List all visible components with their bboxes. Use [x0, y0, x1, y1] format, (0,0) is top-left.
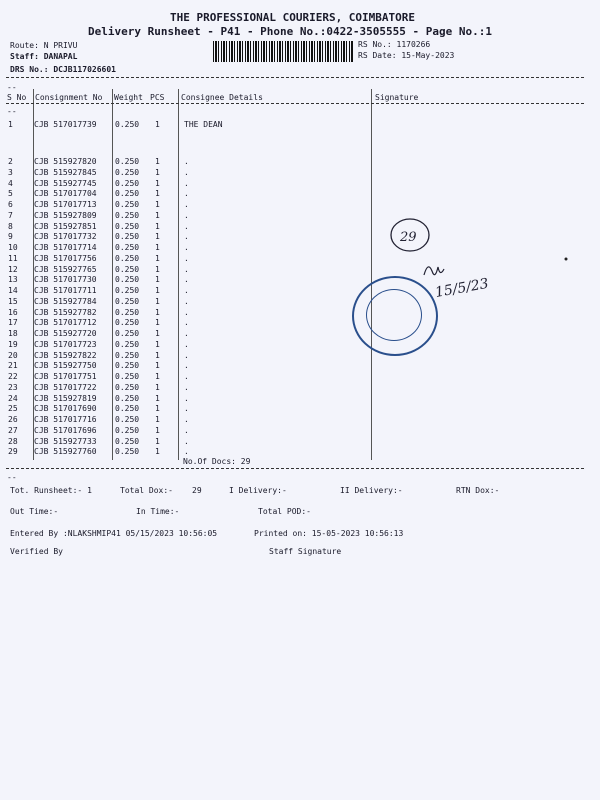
cell-sno: 24 [8, 393, 18, 403]
cell-details: . [184, 382, 189, 392]
cell-wt: 0.250 [115, 275, 140, 285]
cell-wt: 0.250 [115, 221, 140, 231]
cell-details: . [184, 339, 189, 349]
cell-cons: CJB 517017730 [34, 275, 97, 285]
cell-cons: CJB 517017712 [34, 318, 97, 328]
cell-pcs: 1 [155, 447, 160, 457]
cell-pcs: 1 [155, 393, 160, 403]
cell-pcs: 1 [155, 232, 160, 242]
cell-cons: CJB 517017714 [34, 243, 97, 252]
cell-details: . [184, 178, 189, 188]
university-stamp-inner [366, 289, 422, 341]
cell-sno: 8 [8, 221, 13, 231]
cell-cons: CJB 515927822 [34, 350, 97, 360]
cell-wt: 0.250 [115, 232, 140, 242]
cell-cons: CJB 515927784 [34, 296, 97, 306]
cell-pcs: 1 [155, 264, 160, 274]
cell-sno: 28 [8, 436, 18, 446]
rows-marker: -- [7, 107, 17, 116]
cell-wt: 0.250 [115, 253, 140, 263]
cell-sno: 13 [8, 275, 18, 285]
cell-details: . [184, 157, 189, 166]
cell-pcs: 1 [155, 361, 160, 371]
cell-sno: 9 [8, 232, 13, 242]
handwritten-date: 15/5/23 [433, 275, 490, 301]
cell-cons: CJB 517017722 [34, 382, 97, 392]
staff-label: Staff: DANAPAL [10, 52, 78, 61]
cell-pcs: 1 [155, 243, 160, 252]
cell-pcs: 1 [155, 425, 160, 435]
cell-details: . [184, 361, 189, 371]
cell-details: . [184, 221, 189, 231]
cell-pcs: 1 [155, 372, 160, 381]
ii-delivery: II Delivery:- [340, 486, 403, 495]
cell-cons: CJB 517017704 [34, 189, 97, 199]
cell-pcs: 1 [155, 318, 160, 328]
cell-cons: CJB 517017739 [34, 120, 97, 129]
cell-pcs: 1 [155, 339, 160, 349]
cell-wt: 0.250 [115, 350, 140, 360]
cell-wt: 0.250 [115, 120, 140, 129]
cell-cons: CJB 515927765 [34, 264, 97, 274]
cell-details: THE DEAN [184, 120, 223, 129]
cell-sno: 27 [8, 425, 18, 435]
handwritten-count: 29 [400, 230, 417, 245]
cell-pcs: 1 [155, 275, 160, 285]
cell-wt: 0.250 [115, 415, 140, 424]
cell-pcs: 1 [155, 210, 160, 220]
cell-details: . [184, 393, 189, 403]
cell-wt: 0.250 [115, 200, 140, 209]
cell-sno: 23 [8, 382, 18, 392]
cell-wt: 0.250 [115, 307, 140, 317]
cell-details: . [184, 286, 189, 295]
drs-number: DRS No.: DCJB117026601 [10, 65, 116, 74]
cell-details: . [184, 264, 189, 274]
cell-details: . [184, 329, 189, 338]
col-header-signature: Signature [375, 93, 419, 102]
cell-details: . [184, 350, 189, 360]
cell-details: . [184, 318, 189, 328]
rs-date: RS Date: 15-May-2023 [358, 51, 455, 60]
cell-cons: CJB 517017732 [34, 232, 97, 242]
cell-sno: 25 [8, 404, 18, 414]
cell-sno: 2 [8, 157, 13, 166]
cell-cons: CJB 515927745 [34, 178, 97, 188]
cell-sno: 29 [8, 447, 18, 457]
cell-details: . [184, 253, 189, 263]
cell-wt: 0.250 [115, 264, 140, 274]
cell-wt: 0.250 [115, 243, 140, 252]
handwritten-signature [424, 267, 444, 275]
printed-on: Printed on: 15-05-2023 10:56:13 [254, 529, 404, 538]
cell-pcs: 1 [155, 157, 160, 166]
cell-sno: 20 [8, 350, 18, 360]
cell-details: . [184, 307, 189, 317]
cell-wt: 0.250 [115, 167, 140, 177]
cell-details: . [184, 243, 189, 252]
cell-pcs: 1 [155, 178, 160, 188]
cell-pcs: 1 [155, 382, 160, 392]
cell-wt: 0.250 [115, 210, 140, 220]
col-header-pcs: PCS [150, 93, 165, 102]
cell-pcs: 1 [155, 253, 160, 263]
cell-pcs: 1 [155, 189, 160, 199]
total-dox-label: Total Dox:- [120, 486, 173, 495]
cell-cons: CJB 517017751 [34, 372, 97, 381]
in-time: In Time:- [136, 507, 180, 516]
cell-sno: 5 [8, 189, 13, 199]
entered-by: Entered By :NLAKSHMIP41 05/15/2023 10:56:05 [10, 529, 218, 538]
cell-details: . [184, 425, 189, 435]
cell-details: . [184, 296, 189, 306]
total-dox-value: 29 [192, 486, 202, 495]
rs-number: RS No.: 1170266 [358, 40, 431, 49]
i-delivery: I Delivery:- [229, 486, 287, 495]
speck [565, 258, 568, 261]
cell-sno: 7 [8, 210, 13, 220]
cell-details: . [184, 436, 189, 446]
cell-details: . [184, 372, 189, 381]
cell-wt: 0.250 [115, 286, 140, 295]
cell-pcs: 1 [155, 415, 160, 424]
cell-wt: 0.250 [115, 296, 140, 306]
cell-cons: CJB 515927809 [34, 210, 97, 220]
cell-cons: CJB 515927733 [34, 436, 97, 446]
cell-sno: 16 [8, 307, 18, 317]
cell-details: . [184, 415, 189, 424]
cell-wt: 0.250 [115, 189, 140, 199]
footer-marker: -- [7, 473, 17, 482]
cell-sno: 11 [8, 253, 18, 263]
cell-sno: 6 [8, 200, 13, 209]
staff-signature: Staff Signature [269, 547, 342, 556]
col-header-consignment: Consignment No [35, 93, 103, 102]
cell-details: . [184, 275, 189, 285]
cell-cons: CJB 517017716 [34, 415, 97, 424]
cell-cons: CJB 515927750 [34, 361, 97, 371]
cell-sno: 22 [8, 372, 18, 381]
cell-sno: 12 [8, 264, 18, 274]
cell-sno: 15 [8, 296, 18, 306]
tot-runsheet: Tot. Runsheet:- 1 [10, 486, 92, 495]
cell-cons: CJB 515927845 [34, 167, 97, 177]
total-pod: Total POD:- [258, 507, 311, 516]
cell-sno: 18 [8, 329, 18, 338]
cell-cons: CJB 517017723 [34, 339, 97, 349]
cell-cons: CJB 517017696 [34, 425, 97, 435]
cell-details: . [184, 404, 189, 414]
cell-pcs: 1 [155, 286, 160, 295]
cell-details: . [184, 167, 189, 177]
cell-sno: 21 [8, 361, 18, 371]
cell-wt: 0.250 [115, 329, 140, 338]
cell-sno: 1 [8, 120, 13, 129]
header-marker: -- [7, 83, 17, 92]
cell-wt: 0.250 [115, 447, 140, 457]
cell-pcs: 1 [155, 200, 160, 209]
cell-pcs: 1 [155, 296, 160, 306]
cell-details: . [184, 210, 189, 220]
cell-wt: 0.250 [115, 339, 140, 349]
cell-details: . [184, 447, 189, 457]
cell-wt: 0.250 [115, 393, 140, 403]
cell-wt: 0.250 [115, 436, 140, 446]
cell-pcs: 1 [155, 221, 160, 231]
cell-pcs: 1 [155, 167, 160, 177]
cell-wt: 0.250 [115, 178, 140, 188]
cell-pcs: 1 [155, 307, 160, 317]
cell-cons: CJB 517017690 [34, 404, 97, 414]
cell-pcs: 1 [155, 350, 160, 360]
cell-wt: 0.250 [115, 157, 140, 166]
cell-cons: CJB 515927819 [34, 393, 97, 403]
col-header-sno: S No [7, 93, 27, 102]
cell-details: . [184, 189, 189, 199]
route-label: Route: N PRIVU [10, 41, 78, 50]
cell-sno: 19 [8, 339, 18, 349]
cell-sno: 14 [8, 286, 18, 295]
cell-cons: CJB 515927820 [34, 157, 97, 166]
cell-wt: 0.250 [115, 361, 140, 371]
out-time: Out Time:- [10, 507, 59, 516]
cell-pcs: 1 [155, 404, 160, 414]
col-header-weight: Weight [114, 93, 143, 102]
cell-cons: CJB 517017713 [34, 200, 97, 209]
rtn-dox: RTN Dox:- [456, 486, 500, 495]
cell-pcs: 1 [155, 120, 160, 129]
cell-pcs: 1 [155, 436, 160, 446]
cell-cons: CJB 515927760 [34, 447, 97, 457]
cell-wt: 0.250 [115, 404, 140, 414]
cell-cons: CJB 517017756 [34, 253, 97, 263]
cell-wt: 0.250 [115, 425, 140, 435]
cell-cons: CJB 517017711 [34, 286, 97, 295]
cell-cons: CJB 515927720 [34, 329, 97, 338]
cell-details: . [184, 232, 189, 242]
cell-details: . [184, 200, 189, 209]
cell-sno: 4 [8, 178, 13, 188]
verified-by: Verified By [10, 547, 63, 556]
col-header-consignee: Consignee Details [181, 93, 263, 102]
cell-sno: 17 [8, 318, 18, 328]
company-title: THE PROFESSIONAL COURIERS, COIMBATORE [170, 11, 416, 24]
cell-sno: 3 [8, 167, 13, 177]
runsheet-subtitle: Delivery Runsheet - P41 - Phone No.:0422-3505555 - Page No.:1 [88, 25, 492, 38]
cell-pcs: 1 [155, 329, 160, 338]
cell-sno: 26 [8, 415, 18, 424]
no-of-docs: No.Of Docs: 29 [183, 457, 251, 466]
cell-wt: 0.250 [115, 382, 140, 392]
cell-cons: CJB 515927851 [34, 221, 97, 231]
cell-sno: 10 [8, 243, 18, 252]
cell-cons: CJB 515927782 [34, 307, 97, 317]
cell-wt: 0.250 [115, 318, 140, 328]
cell-wt: 0.250 [115, 372, 140, 381]
